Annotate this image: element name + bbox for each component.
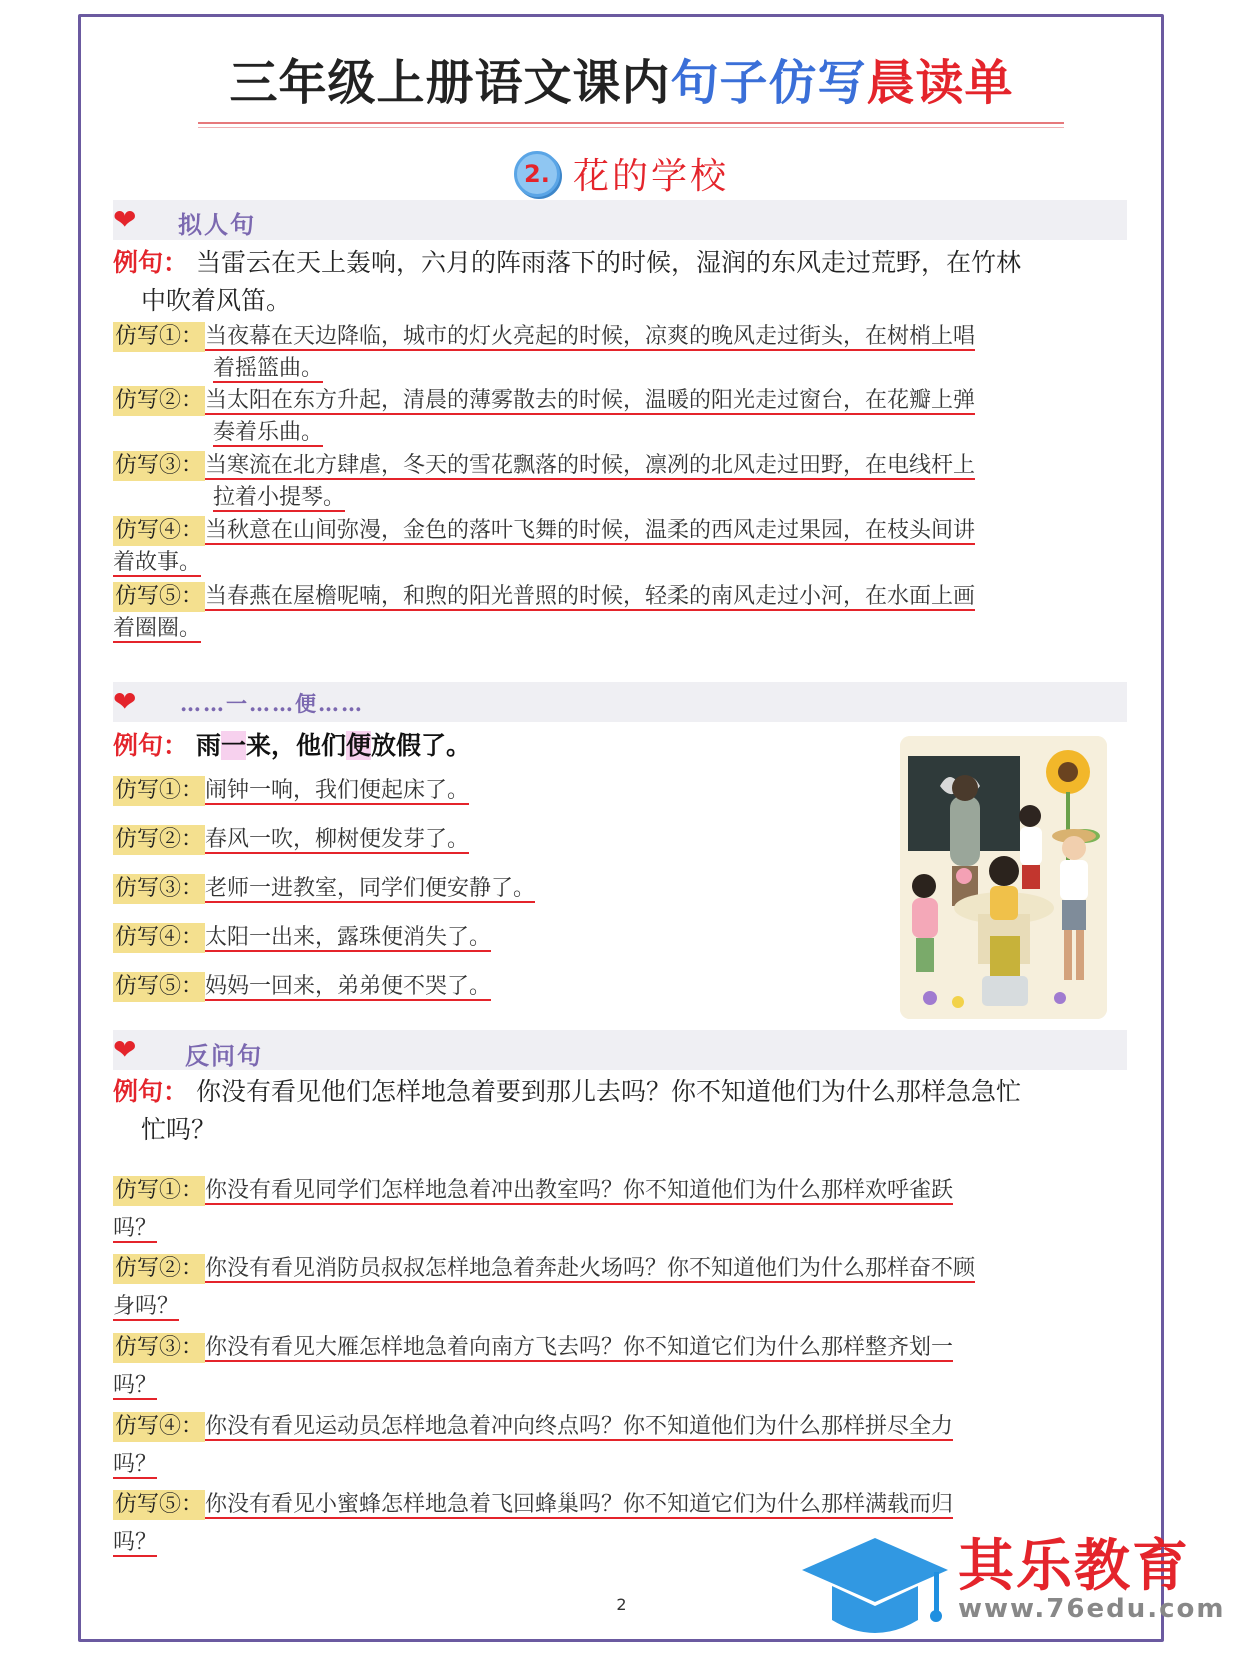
example-sentence-cont: 中吹着风笛。 bbox=[141, 286, 292, 315]
title-underline-thin bbox=[198, 127, 1064, 128]
section-label: 反问句 bbox=[185, 1041, 263, 1070]
page-number: 2 bbox=[616, 1595, 627, 1614]
imitation-row-cont: 着摇篮曲。 bbox=[213, 356, 324, 381]
imitation-row: 仿写①：你没有看见同学们怎样地急着冲出教室吗？你不知道他们为什么那样欢呼雀跃 bbox=[113, 1176, 953, 1206]
page-title: 三年级上册语文课内句子仿写晨读单 bbox=[229, 55, 1014, 111]
imitation-row-cont: 吗？ bbox=[113, 1373, 158, 1398]
heart-icon: ❤ bbox=[113, 685, 137, 718]
heart-icon: ❤ bbox=[113, 1033, 137, 1066]
imitation-row-cont: 身吗？ bbox=[113, 1294, 180, 1319]
imitation-row: 仿写③：你没有看见大雁怎样地急着向南方飞去吗？你不知道它们为什么那样整齐划一 bbox=[113, 1333, 953, 1363]
imitation-row: 仿写②：当太阳在东方升起，清晨的薄雾散去的时候，温暖的阳光走过窗台，在花瓣上弹 bbox=[113, 386, 975, 416]
imitation-row-cont: 吗？ bbox=[113, 1452, 158, 1477]
lesson-title: 花的学校 bbox=[573, 156, 730, 197]
imitation-row-cont: 着圈圈。 bbox=[113, 616, 202, 641]
graduation-cap-icon bbox=[800, 1528, 950, 1648]
imitation-row-cont: 着故事。 bbox=[113, 550, 202, 575]
imitation-row: 仿写③：老师一进教室，同学们便安静了。 bbox=[113, 874, 535, 904]
imitation-row: 仿写⑤：你没有看见小蜜蜂怎样地急着飞回蜂巢吗？你不知道它们为什么那样满载而归 bbox=[113, 1490, 953, 1520]
illustration-svg bbox=[900, 736, 1107, 1019]
classroom-illustration bbox=[900, 736, 1107, 1019]
imitation-row: 仿写③：当寒流在北方肆虐，冬天的雪花飘落的时候，凛冽的北风走过田野，在电线杆上 bbox=[113, 451, 975, 481]
section-bar-personification bbox=[113, 200, 1127, 240]
imitation-row: 仿写②：你没有看见消防员叔叔怎样地急着奔赴火场吗？你不知道他们为什么那样奋不顾 bbox=[113, 1254, 975, 1284]
imitation-row: 仿写④：你没有看见运动员怎样地急着冲向终点吗？你不知道他们为什么那样拼尽全力 bbox=[113, 1412, 953, 1442]
imitation-row: 仿写①：闹钟一响，我们便起床了。 bbox=[113, 776, 469, 806]
imitation-row: 仿写④：当秋意在山间弥漫，金色的落叶飞舞的时候，温柔的西风走过果园，在枝头间讲 bbox=[113, 516, 975, 546]
imitation-row-cont: 吗？ bbox=[113, 1216, 158, 1241]
logo-name: 其乐教育 bbox=[958, 1534, 1190, 1599]
example-sentence: 例句： 你没有看见他们怎样地急着要到那儿去吗？你不知道他们为什么那样急急忙 bbox=[113, 1077, 1021, 1106]
imitation-row-cont: 拉着小提琴。 bbox=[213, 485, 346, 510]
imitation-row-cont: 奏着乐曲。 bbox=[213, 420, 324, 445]
imitation-row: 仿写⑤：当春燕在屋檐呢喃，和煦的阳光普照的时候，轻柔的南风走过小河，在水面上画 bbox=[113, 582, 975, 612]
lesson-heading bbox=[0, 148, 1243, 199]
logo-url: www.76edu.com bbox=[958, 1594, 1226, 1624]
imitation-row: 仿写⑤：妈妈一回来，弟弟便不哭了。 bbox=[113, 972, 491, 1002]
example-sentence-cont: 忙吗？ bbox=[141, 1115, 217, 1144]
title-underline bbox=[198, 122, 1064, 124]
section-label: 拟人句 bbox=[178, 210, 256, 239]
heart-icon: ❤ bbox=[113, 203, 137, 236]
imitation-row: 仿写②：春风一吹，柳树便发芽了。 bbox=[113, 825, 469, 855]
imitation-row: 仿写①：当夜幕在天边降临，城市的灯火亮起的时候，凉爽的晚风走过街头，在树梢上唱 bbox=[113, 322, 975, 352]
example-sentence: 例句： 当雷云在天上轰响，六月的阵雨落下的时候，湿润的东风走过荒野，在竹林 bbox=[113, 248, 1021, 277]
lesson-number-badge: 2. bbox=[514, 151, 560, 197]
section-bar-rhetorical bbox=[113, 1030, 1127, 1070]
imitation-row-cont: 吗？ bbox=[113, 1530, 158, 1555]
section-label: ……一……便…… bbox=[180, 691, 364, 716]
imitation-row: 仿写④：太阳一出来，露珠便消失了。 bbox=[113, 923, 491, 953]
example-sentence: 例句： 雨一来，他们便放假了。 bbox=[113, 731, 472, 760]
